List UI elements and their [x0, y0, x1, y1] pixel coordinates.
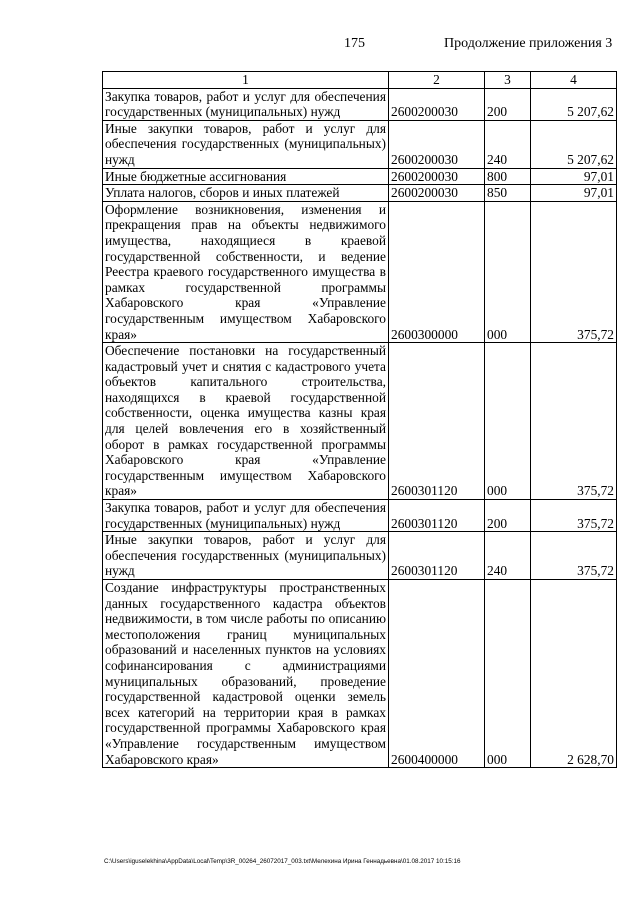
row-sum: 97,01 [531, 185, 617, 202]
row-code: 2600400000 [389, 580, 485, 768]
row-code: 2600301120 [389, 500, 485, 532]
row-sum: 375,72 [531, 201, 617, 342]
row-name: Иные бюджетные ассигнования [103, 168, 389, 185]
column-header: 3 [485, 72, 531, 89]
row-vr: 240 [485, 532, 531, 580]
row-sum: 5 207,62 [531, 88, 617, 120]
row-name: Иные закупки товаров, работ и услуг для обеспечения государственных (муниципальных) нужд [103, 532, 389, 580]
row-name: Оформление возникновения, изменения и прекращения прав на объекты недвижимого имущества, находящиеся в краевой государственной собственности, и ведение Реестра краевого государственного имущества в рамках государственной программы Хабаровского края «Управление государственным имуществом Хабаровского края» [103, 201, 389, 342]
row-vr: 000 [485, 201, 531, 342]
table-row [103, 88, 617, 120]
row-vr: 000 [485, 343, 531, 500]
row-name: Уплата налогов, сборов и иных платежей [103, 185, 389, 202]
row-vr: 200 [485, 500, 531, 532]
row-code: 2600300000 [389, 201, 485, 342]
table-row [103, 500, 617, 532]
row-name: Иные закупки товаров, работ и услуг для обеспечения государственных (муниципальных) нужд [103, 120, 389, 168]
column-header: 2 [389, 72, 485, 89]
row-vr: 800 [485, 168, 531, 185]
file-path-footer: C:\Users\iguselekhina\AppData\Local\Temp\3R_00264_26072017_003.txt\Мелехина Ирина Геннадьевна\01.08.2017 10:15:16 [104, 858, 461, 865]
continuation-label: Продолжение приложения 3 [444, 36, 613, 51]
table-header-row [103, 72, 617, 89]
row-name: Создание инфраструктуры пространственных данных государственного кадастра объектов недвижимости, в том числе работы по описанию местоположения границ муниципальных образований и населенных пунктов на условиях софинансирования с администрациями муниципальных образований, проведение государственной кадастровой оценки земель всех категорий на территории края в рамках государственной программы Хабаровского края «Управление государственным имуществом Хабаровского края» [103, 580, 389, 768]
row-sum: 375,72 [531, 532, 617, 580]
budget-table [102, 71, 617, 768]
table-row [103, 580, 617, 768]
row-sum: 375,72 [531, 343, 617, 500]
row-sum: 5 207,62 [531, 120, 617, 168]
row-sum: 375,72 [531, 500, 617, 532]
row-name: Закупка товаров, работ и услуг для обеспечения государственных (муниципальных) нужд [103, 500, 389, 532]
table-row [103, 201, 617, 342]
row-name: Закупка товаров, работ и услуг для обеспечения государственных (муниципальных) нужд [103, 88, 389, 120]
row-code: 2600301120 [389, 532, 485, 580]
row-sum: 2 628,70 [531, 580, 617, 768]
row-code: 2600200030 [389, 88, 485, 120]
row-code: 2600200030 [389, 168, 485, 185]
row-sum: 97,01 [531, 168, 617, 185]
row-vr: 240 [485, 120, 531, 168]
column-header: 1 [103, 72, 389, 89]
row-code: 2600301120 [389, 343, 485, 500]
row-vr: 850 [485, 185, 531, 202]
table-row [103, 168, 617, 185]
table-row [103, 185, 617, 202]
page-number: 175 [344, 36, 365, 51]
row-code: 2600200030 [389, 120, 485, 168]
row-vr: 200 [485, 88, 531, 120]
table-row [103, 532, 617, 580]
row-name: Обеспечение постановки на государственный кадастровый учет и снятия с кадастрового учета объектов капитального строительства, находящихся в краевой государственной собственности, оценка имущества казны края для целей вовлечения его в хозяйственный оборот в рамках государственной программы Хабаровского края «Управление государственным имуществом Хабаровского края» [103, 343, 389, 500]
column-header: 4 [531, 72, 617, 89]
row-vr: 000 [485, 580, 531, 768]
row-code: 2600200030 [389, 185, 485, 202]
table-row [103, 120, 617, 168]
table-row [103, 343, 617, 500]
